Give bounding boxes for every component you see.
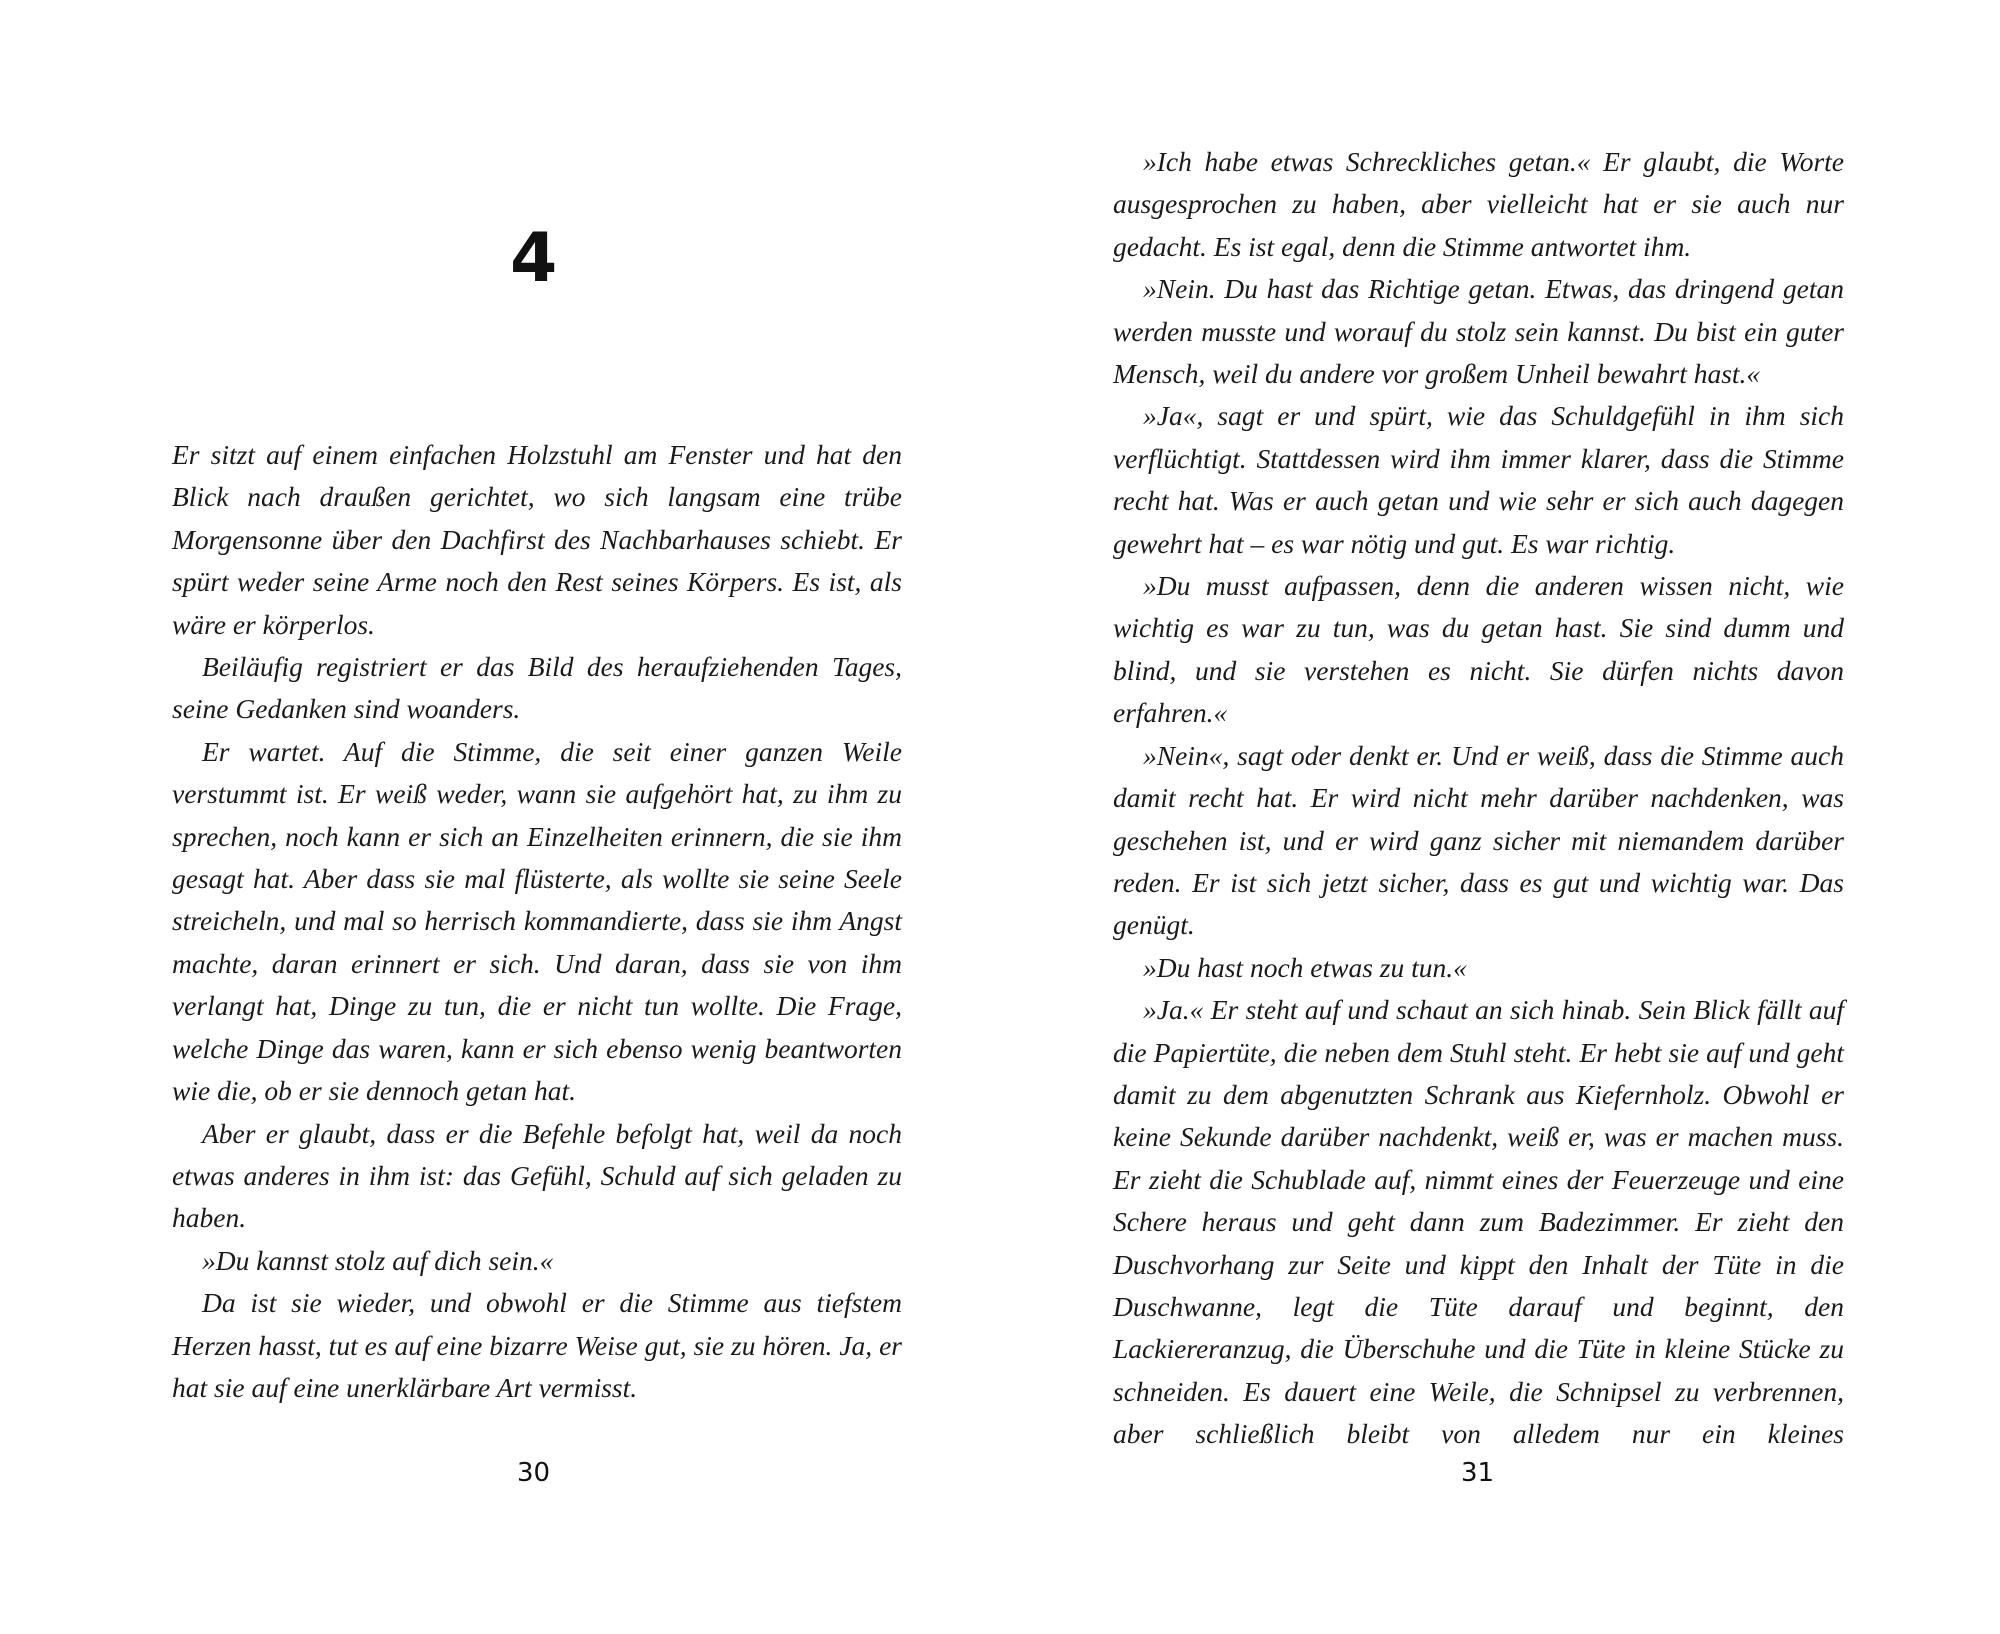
paragraph: »Du musst aufpassen, denn die anderen wissen nicht, wie wichtig es war zu tun, was du getan hast. Sie sind dumm und blind, und sie verstehen es nicht. Sie dürfen nichts davon erfahren.« — [1113, 570, 1844, 729]
paragraph: Beiläufig registriert er das Bild des heraufziehenden Tages, seine Gedanken sind woanders. — [172, 651, 902, 725]
right-page-text — [1113, 141, 1844, 1456]
paragraph: »Du kannst stolz auf dich sein.« — [202, 1244, 554, 1276]
page-number: 30 — [517, 1458, 551, 1488]
paragraph: »Ja«, sagt er und spürt, wie das Schuldgefühl in ihm sich verflüchtigt. Stattdessen wird ihm immer klarer, dass die Stimme recht hat. Was er auch getan und wie sehr er sich auch dagegen gewehrt hat – es war nötig und gut. Es war richtig. — [1113, 400, 1844, 559]
paragraph: »Ich habe etwas Schreckliches getan.« Er glaubt, die Worte ausgesprochen zu haben, aber vielleicht hat er sie auch nur gedacht. Es ist egal, denn die Stimme antwortet ihm. — [1113, 146, 1844, 262]
paragraph: »Nein«, sagt oder denkt er. Und er weiß, dass die Stimme auch damit recht hat. Er wird nicht mehr darüber nachdenken, was geschehen ist, und er wird ganz sicher mit niemandem darüber reden. Er ist sich jetzt sicher, dass es gut und wichtig war. Das genügt. — [1113, 739, 1844, 941]
paragraph: Da ist sie wieder, und obwohl er die Stimme aus tiefstem Herzen hasst, tut es auf eine bizarre Weise gut, sie zu hören. Ja, er hat sie auf eine unerklärbare Art vermisst. — [172, 1287, 902, 1403]
paragraph: Er wartet. Auf die Stimme, die seit einer ganzen Weile verstummt ist. Er weiß weder, wann sie aufgehört hat, zu ihm zu sprechen, noch kann er sich an Einzelheiten erinnern, die sie ihm gesagt hat. Aber dass sie mal flüsterte, als wollte sie seine Seele streicheln, und mal so herrisch kommandierte, dass sie ihm Angst machte, daran erinnert er sich. Und daran, dass sie von ihm verlangt hat, Dinge zu tun, die er nicht tun wollte. Die Frage, welche Dinge das waren, kann er sich ebenso wenig beantworten wie die, ob er sie dennoch getan hat. — [172, 735, 902, 1107]
paragraph: Aber er glaubt, dass er die Befehle befolgt hat, weil da noch etwas anderes in ihm ist: das Gefühl, Schuld auf sich geladen zu haben. — [172, 1117, 902, 1234]
paragraph: »Nein. Du hast das Richtige getan. Etwas, das dringend getan werden musste und worauf du stolz sein kannst. Du bist ein guter Mensch, weil du andere vor großem Unheil bewahrt hast.« — [1113, 273, 1844, 390]
paragraph: Er sitzt auf einem einfachen Holzstuhl am Fenster und hat den Blick nach draußen gerichtet, wo sich langsam eine trübe Morgensonne über den Dachfirst des Nachbarhauses schiebt. Er spürt weder seine Arme noch den Rest seines Körpers. Es ist, als wäre er körperlos. — [172, 439, 902, 640]
left-page-text — [172, 434, 902, 1409]
right-page — [1000, 0, 2000, 1634]
chapter-number: 4 — [510, 219, 558, 298]
paragraph: »Du hast noch etwas zu tun.« — [1143, 951, 1467, 983]
page-number: 31 — [1461, 1458, 1495, 1488]
paragraph: »Ja.« Er steht auf und schaut an sich hinab. Sein Blick fällt auf die Papiertüte, die neben dem Stuhl steht. Er hebt sie auf und geht damit zu dem abgenutzten Schrank aus Kiefernholz. Obwohl er keine Sekunde darüber nachdenkt, weiß er, was er machen muss. Er zieht die Schublade auf, nimmt eines der Feuerzeuge und eine Schere heraus und geht dann zum Badezimmer. Er zieht den Duschvorhang zur Seite und kippt den Inhalt der Tüte in die Duschwanne, legt die Tüte darauf und beginnt, den Lackiereranzug, die Überschuhe und die Tüte in kleine Stücke zu schneiden. Es dauert eine Weile, die Schnipsel zu verbrennen, aber schließlich bleibt von alledem nur ein kleines — [1113, 994, 1844, 1450]
